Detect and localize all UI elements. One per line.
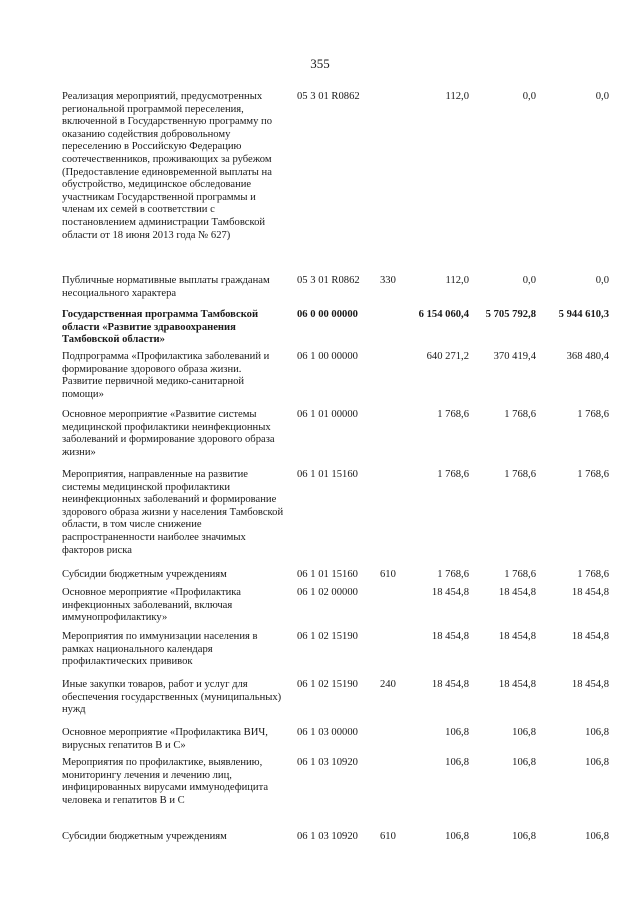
row-code: 06 1 01 15160 (297, 469, 358, 480)
row-value-3: 18 454,8 (571, 587, 609, 598)
row-value-3: 368 480,4 (566, 351, 609, 362)
row-value-3: 0,0 (595, 275, 609, 286)
row-expense-type: 610 (380, 569, 396, 580)
row-value-2: 106,8 (512, 831, 536, 842)
row-expense-type: 330 (380, 275, 396, 286)
row-value-1: 112,0 (445, 91, 469, 102)
row-value-3: 1 768,6 (577, 469, 609, 480)
row-value-2: 1 768,6 (504, 469, 536, 480)
row-code: 06 1 01 00000 (297, 409, 358, 420)
row-name: Субсидии бюджетным учреждениям (62, 831, 227, 842)
row-code: 06 1 03 10920 (297, 831, 358, 842)
row-value-1: 1 768,6 (437, 569, 469, 580)
page-number: 355 (310, 56, 330, 71)
row-value-2: 1 768,6 (504, 569, 536, 580)
row-value-3: 1 768,6 (577, 569, 609, 580)
row-value-1: 106,8 (445, 727, 469, 738)
row-code: 06 0 00 00000 (297, 309, 358, 320)
row-expense-type: 240 (380, 679, 396, 690)
row-value-1: 18 454,8 (431, 631, 469, 642)
row-value-2: 1 768,6 (504, 409, 536, 420)
row-value-2: 18 454,8 (498, 679, 536, 690)
row-name: Мероприятия по иммунизации населения в рамках национального календаря профилактических прививок (62, 631, 258, 668)
row-name: Основное мероприятие «Развитие системы медицинской профилактики неинфекционных заболеваний и формирование здорового образа жизни» (62, 409, 275, 458)
row-name: Мероприятия по профилактике, выявлению, мониторингу лечения и лечению лиц, инфицированных вирусами иммунодефицита человека и гепатитов В и С (62, 757, 269, 806)
row-value-2: 106,8 (512, 727, 536, 738)
row-value-3: 1 768,6 (577, 409, 609, 420)
row-value-3: 106,8 (585, 757, 609, 768)
row-name: Иные закупки товаров, работ и услуг для обеспечения государственных (муниципальных) нужд (62, 679, 282, 716)
row-value-1: 106,8 (445, 831, 469, 842)
row-name: Субсидии бюджетным учреждениям (62, 569, 227, 580)
row-value-1: 18 454,8 (431, 679, 469, 690)
row-value-1: 112,0 (445, 275, 469, 286)
row-code: 06 1 02 15190 (297, 631, 358, 642)
row-value-2: 370 419,4 (493, 351, 536, 362)
row-value-1: 6 154 060,4 (418, 309, 469, 320)
row-value-3: 106,8 (585, 831, 609, 842)
row-value-1: 18 454,8 (431, 587, 469, 598)
row-name: Государственная программа Тамбовской области «Развитие здравоохранения Тамбовской области» (62, 309, 259, 346)
row-value-2: 18 454,8 (498, 631, 536, 642)
row-code: 05 3 01 R0862 (297, 275, 360, 286)
row-value-2: 5 705 792,8 (485, 309, 536, 320)
row-name: Публичные нормативные выплаты гражданам несоциального характера (62, 275, 270, 299)
row-code: 05 3 01 R0862 (297, 91, 360, 102)
row-code: 06 1 01 15160 (297, 569, 358, 580)
row-value-2: 0,0 (522, 275, 536, 286)
row-name: Реализация мероприятий, предусмотренных региональной программой переселения, включенной в Государственную программу по оказанию содействия добровольному переселению в Российскую Федерацию соотечественников, проживающих за рубежом (Предоставление единовременной выплаты на обустройство, медицинское обследование участникам Государственной программы и членам их семей в соответствии с постановлением администрации Тамбовской области от 18 июня 2013 года № 627) (62, 91, 273, 241)
row-name: Мероприятия, направленные на развитие системы медицинской профилактики неинфекционных заболеваний и формирование здорового образа жизни у населения Тамбовской области, в том числе снижение распространенности наиболее значимых факторов риска (62, 469, 284, 556)
row-value-3: 18 454,8 (571, 631, 609, 642)
row-value-1: 106,8 (445, 757, 469, 768)
row-code: 06 1 02 00000 (297, 587, 358, 598)
row-code: 06 1 03 10920 (297, 757, 358, 768)
row-expense-type: 610 (380, 831, 396, 842)
row-name: Основное мероприятие «Профилактика ВИЧ, вирусных гепатитов В и С» (62, 727, 268, 751)
row-code: 06 1 00 00000 (297, 351, 358, 362)
row-value-3: 106,8 (585, 727, 609, 738)
row-value-1: 1 768,6 (437, 409, 469, 420)
row-value-2: 106,8 (512, 757, 536, 768)
row-value-3: 0,0 (595, 91, 609, 102)
row-value-2: 0,0 (522, 91, 536, 102)
row-code: 06 1 03 00000 (297, 727, 358, 738)
row-value-1: 1 768,6 (437, 469, 469, 480)
row-name: Основное мероприятие «Профилактика инфекционных заболеваний, включая иммунопрофилактику» (62, 587, 241, 624)
row-value-1: 640 271,2 (426, 351, 469, 362)
row-value-3: 18 454,8 (571, 679, 609, 690)
row-value-3: 5 944 610,3 (558, 309, 609, 320)
row-code: 06 1 02 15190 (297, 679, 358, 690)
row-value-2: 18 454,8 (498, 587, 536, 598)
row-name: Подпрограмма «Профилактика заболеваний и формирование здорового образа жизни. Развитие первичной медико-санитарной помощи» (62, 351, 270, 400)
